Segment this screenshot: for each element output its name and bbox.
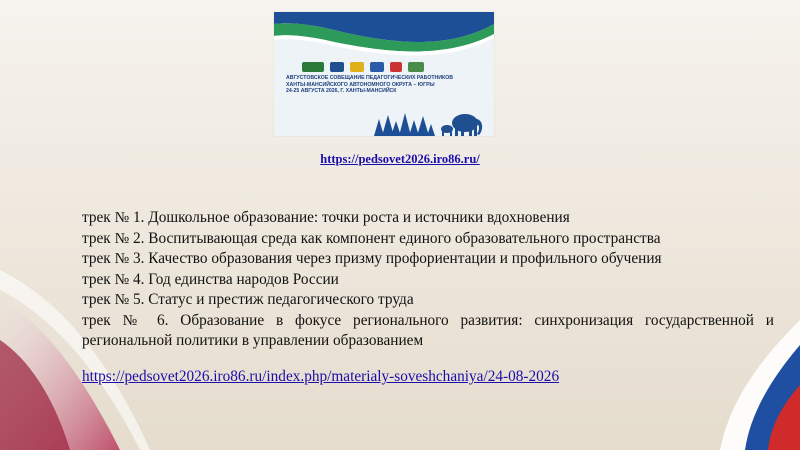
banner-heading-line: 24-25 АВГУСТА 2026, Г. ХАНТЫ-МАНСИЙСК bbox=[286, 88, 397, 95]
logo-icon bbox=[302, 62, 324, 72]
track-item: трек № 6. Образование в фокусе регионального развития: синхронизация государственной и региональной политики в управлении образованием bbox=[82, 311, 774, 349]
track-item: трек № 4. Год единства народов России bbox=[82, 270, 339, 288]
banner-heading-line: ХАНТЫ-МАНСИЙСКОГО АВТОНОМНОГО ОКРУГА – ЮГРЫ bbox=[286, 81, 435, 88]
track-item: трек № 1. Дошкольное образование: точки роста и источники вдохновения bbox=[82, 209, 570, 226]
banner-heading-line: АВГУСТОВСКОЕ СОВЕЩАНИЕ ПЕДАГОГИЧЕСКИХ РАБОТНИКОВ bbox=[286, 75, 453, 81]
logo-icon bbox=[370, 62, 384, 72]
logo-icon bbox=[390, 62, 402, 72]
partner-logos bbox=[302, 62, 424, 72]
logo-icon bbox=[330, 62, 344, 72]
tracks-list bbox=[82, 208, 774, 352]
logo-icon bbox=[350, 62, 364, 72]
logo-icon bbox=[408, 62, 424, 72]
materials-link[interactable]: https://pedsovet2026.iro86.ru/index.php/materialy-soveshchaniya/24-08-2026 bbox=[82, 368, 560, 385]
trees-and-mammoths-illustration bbox=[369, 107, 494, 136]
track-item: трек № 5. Статус и престиж педагогического труда bbox=[82, 291, 414, 308]
site-link[interactable]: https://pedsovet2026.iro86.ru/ bbox=[320, 152, 480, 166]
banner-heading bbox=[286, 75, 482, 95]
track-item: трек № 3. Качество образования через призму профориентации и профильного обучения bbox=[82, 250, 662, 267]
track-item: трек № 2. Воспитывающая среда как компонент единого образовательного пространства bbox=[82, 229, 661, 247]
event-banner bbox=[274, 12, 494, 136]
